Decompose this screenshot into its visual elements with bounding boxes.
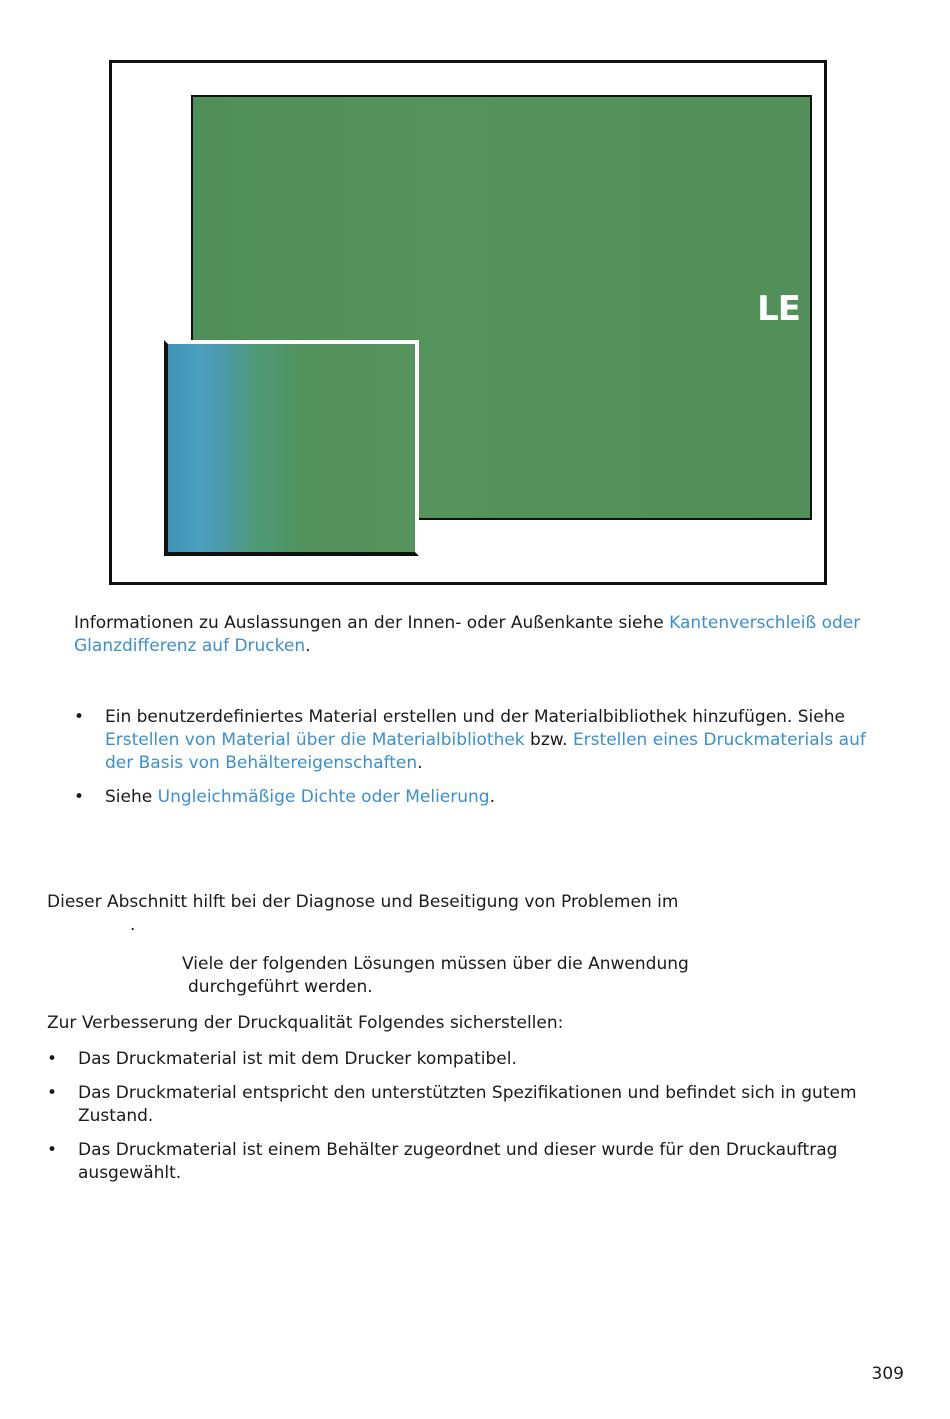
section-intro: Dieser Abschnitt hilft bei der Diagnose und Beseitigung von Problemen im <box>47 892 679 912</box>
quality-lead: Zur Verbesserung der Druckqualität Folgendes sicherstellen: <box>47 1013 564 1033</box>
print-defect-figure <box>109 60 827 585</box>
list-text: Ein benutzerdefiniertes Material erstellen und der Materialbibliothek hinzufügen. Siehe <box>105 707 845 727</box>
list-item <box>105 706 895 775</box>
bullet: • <box>74 707 85 727</box>
bullet: • <box>74 787 85 807</box>
bullet: • <box>47 1049 58 1069</box>
list-item: Das Druckmaterial ist mit dem Drucker kompatibel. <box>78 1049 517 1069</box>
list-text: Siehe <box>105 787 158 807</box>
period: . <box>305 636 311 656</box>
page-number: 309 <box>871 1364 904 1384</box>
note-line-1: Viele der folgenden Lösungen müssen über die Anwendung <box>182 954 689 974</box>
section-intro-end: . <box>130 915 136 935</box>
bullet: • <box>47 1140 58 1160</box>
period: . <box>489 787 495 807</box>
edge-detail-inset <box>164 340 419 556</box>
list-text: bzw. <box>524 730 573 750</box>
link-create-material-tray[interactable]: Erstellen eines Druckmaterials auf der Basis von Behältereigenschaften <box>105 730 866 773</box>
period: . <box>417 753 423 773</box>
link-uneven-density[interactable]: Ungleichmäßige Dichte oder Melierung <box>157 787 490 807</box>
note-line-2: durchgeführt werden. <box>188 977 373 997</box>
list-item: Das Druckmaterial entspricht den unterstützten Spezifikationen und befindet sich in gutem Zustand. <box>78 1083 857 1126</box>
link-edge-wear[interactable]: Kantenverschleiß oder Glanzdifferenz auf Drucken <box>74 613 861 656</box>
list-item <box>105 786 895 809</box>
link-create-material-library[interactable]: Erstellen von Material über die Materialbibliothek <box>105 730 525 750</box>
list-item: Das Druckmaterial ist einem Behälter zugeordnet und dieser wurde für den Druckauftrag ausgewählt. <box>78 1140 838 1183</box>
edge-info-text: Informationen zu Auslassungen an der Innen- oder Außenkante siehe <box>74 613 670 633</box>
bullet: • <box>47 1083 58 1103</box>
edge-info-paragraph <box>74 612 894 658</box>
lead-edge-label: LE <box>757 289 800 329</box>
